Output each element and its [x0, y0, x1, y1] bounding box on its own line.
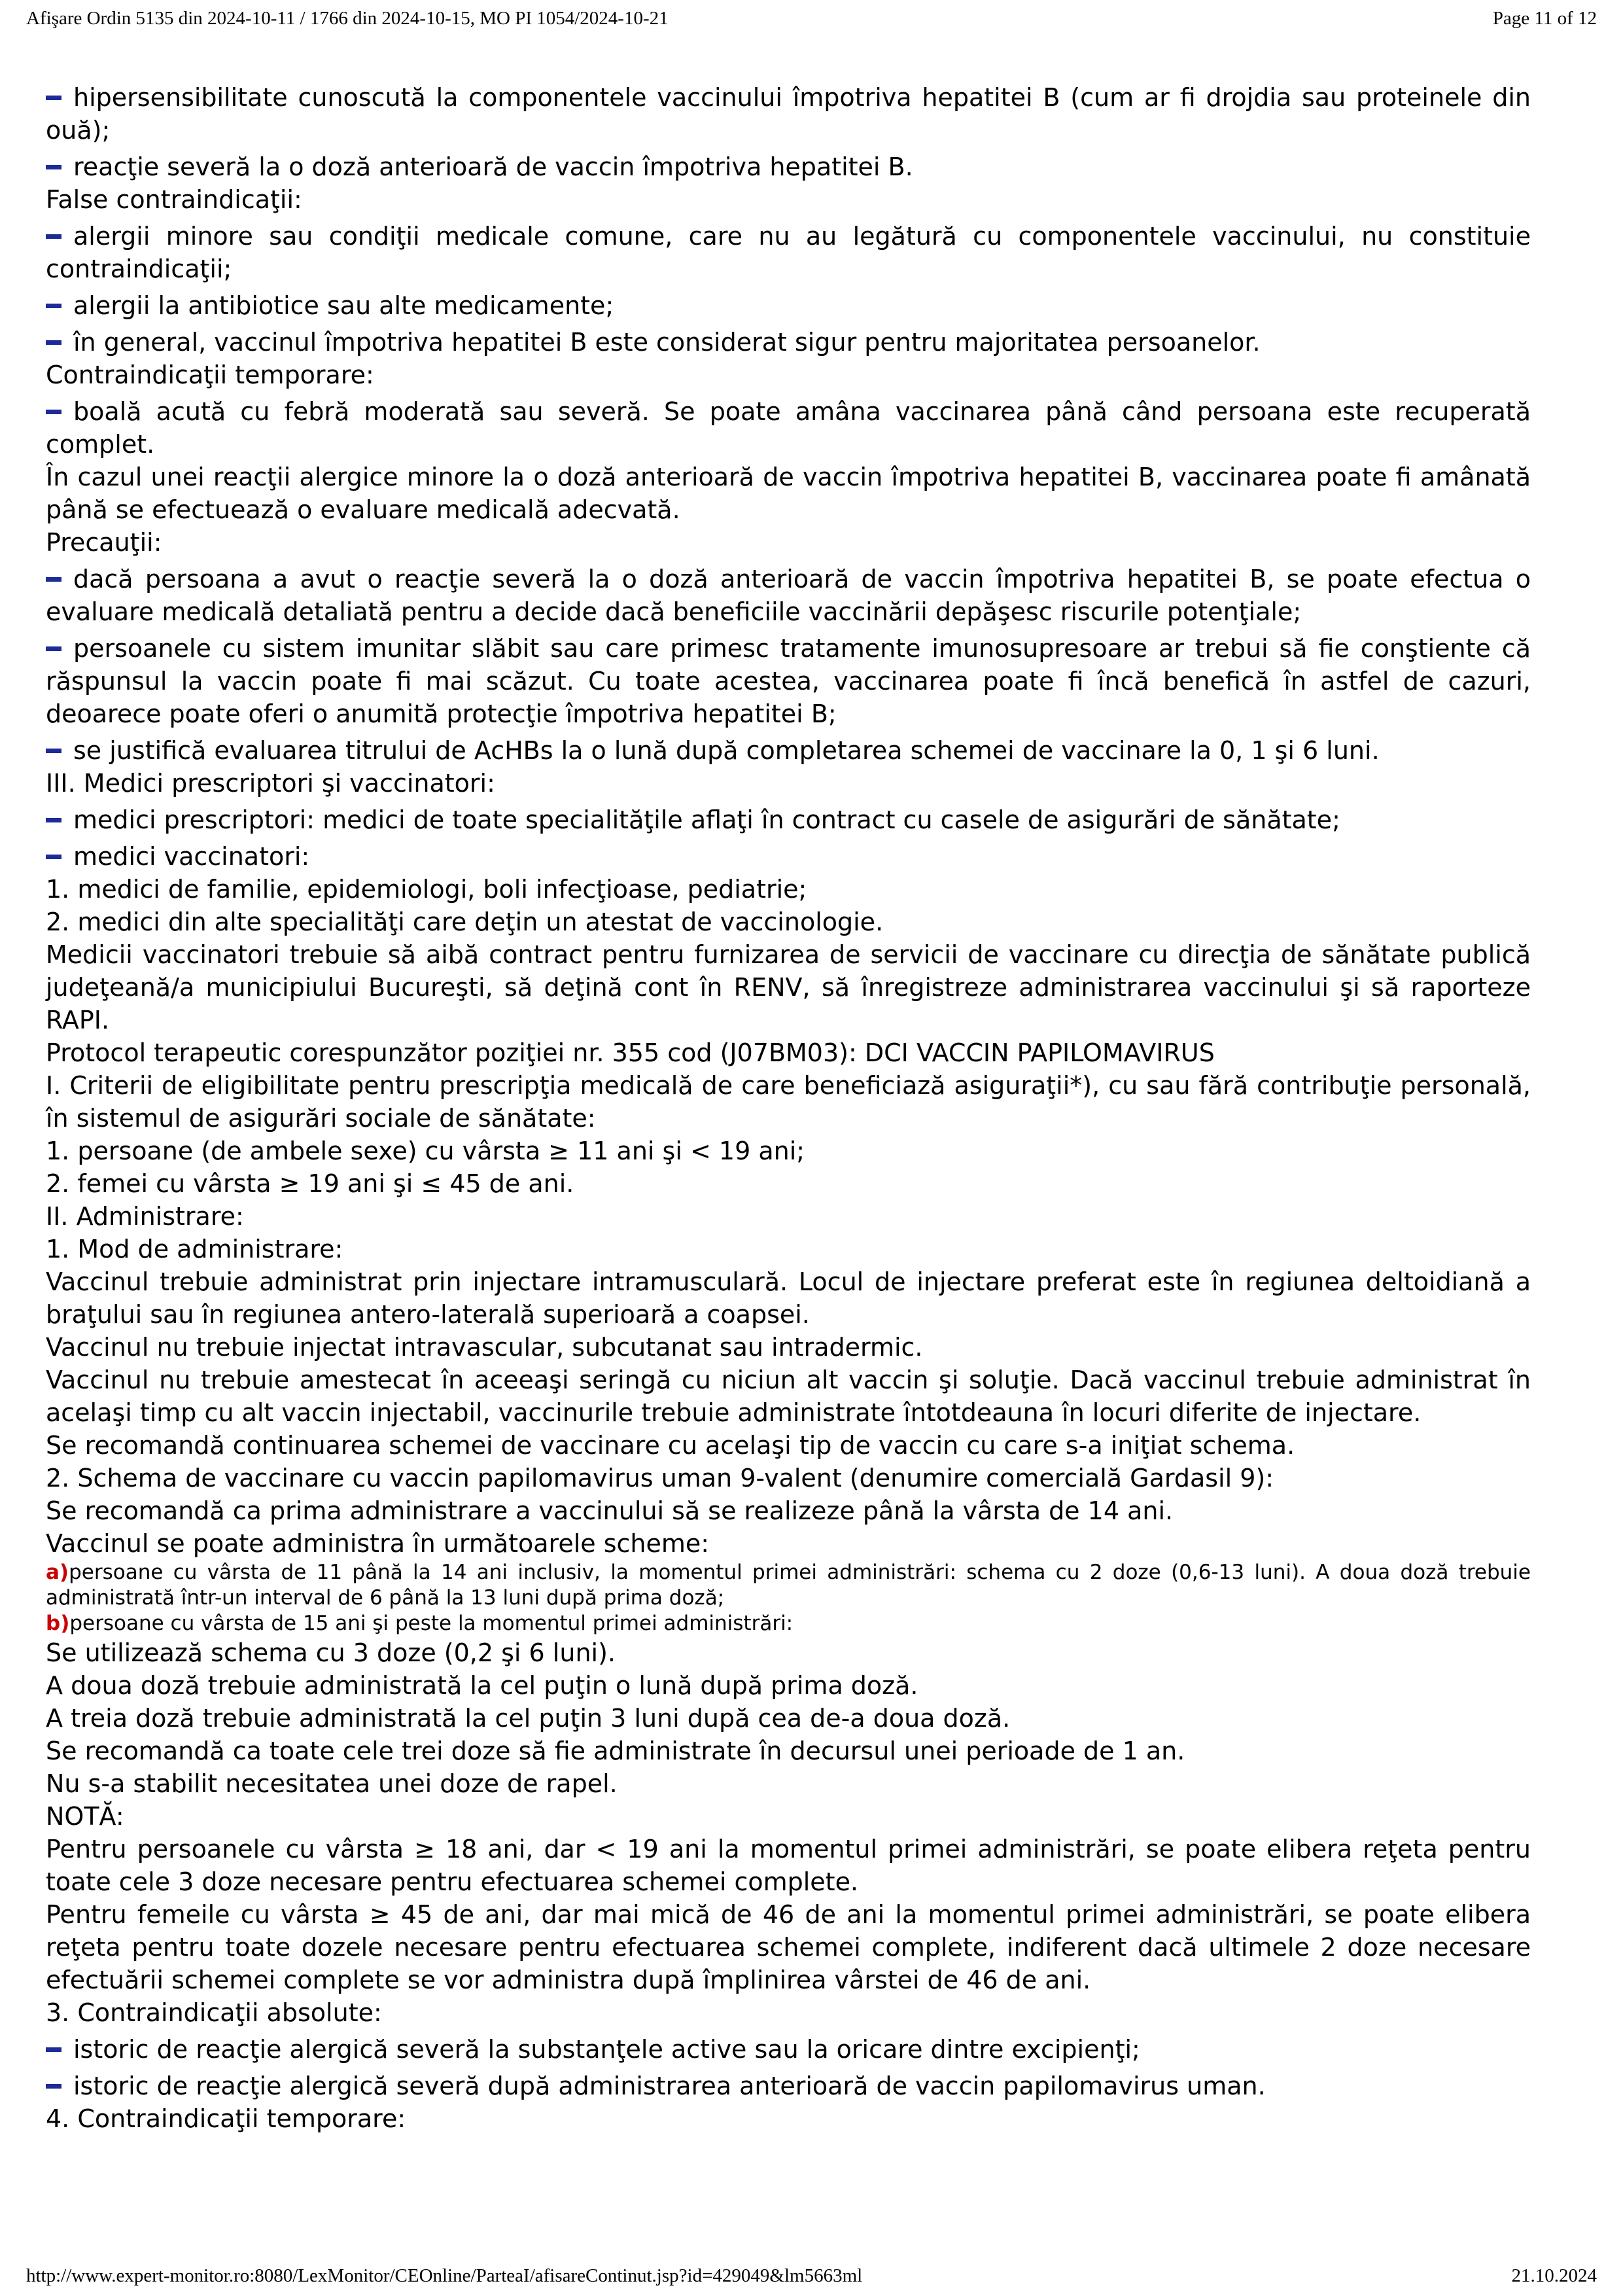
footer-date: 21.10.2024 [1511, 2265, 1597, 2286]
dash-bullet-icon [46, 410, 61, 414]
lettered-item-text: persoane cu vârsta de 11 până la 14 ani inclusiv, la momentul primei administrări: schema cu 2 doze (0,6-13 luni). A doua doză trebuie administrată într-un interval de 6 până la 13 luni după prima doză; [46, 1561, 1531, 1610]
paragraph: Nu s-a stabilit necesitatea unei doze de rapel. [46, 1769, 618, 1798]
paragraph: Contraindicaţii temporare: [46, 361, 374, 389]
dash-bullet-icon [46, 2084, 61, 2089]
dash-bullet-icon [46, 577, 61, 582]
dash-bullet-icon [46, 2047, 61, 2052]
paragraph: 1. persoane (de ambele sexe) cu vârsta ≥ 11 ani şi < 19 ani; [46, 1137, 805, 1165]
paragraph: 1. medici de familie, epidemiologi, boli infecţioase, pediatrie; [46, 875, 807, 904]
paragraph: A doua doză trebuie administrată la cel puţin o lună după prima doză. [46, 1671, 918, 1700]
bullet-item [46, 2070, 1531, 2102]
bullet-text: dacă persoana a avut o reacţie severă la o doză anterioară de vaccin împotriva hepatitei B, se poate efectua o evaluare medicală detaliată pentru a decide dacă beneficiile vaccinării depăşesc riscurile potenţiale; [46, 565, 1531, 626]
paragraph: Pentru persoanele cu vârsta ≥ 18 ani, dar < 19 ani la momentul primei administrări, se poate elibera reţeta pentru toate cele 3 doze necesare pentru efectuarea schemei complete. [46, 1835, 1531, 1896]
paragraph: Se recomandă continuarea schemei de vaccinare cu acelaşi tip de vaccin cu care s-a iniţiat schema. [46, 1431, 1295, 1460]
bullet-item [46, 734, 1531, 767]
dash-bullet-icon [46, 340, 61, 345]
bullet-text: alergii la antibiotice sau alte medicamente; [73, 291, 614, 320]
paragraph: Pentru femeile cu vârsta ≥ 45 de ani, dar mai mică de 46 de ani la momentul primei administrări, se poate elibera reţeta pentru toate dozele necesare pentru efectuarea schemei complete, indiferent dacă ultimele 2 doze necesare efectuării schemei complete se vor administra după împlinirea vârstei de 46 de ani. [46, 1900, 1531, 1994]
page-number: Page 11 of 12 [1492, 8, 1597, 29]
bullet-item [46, 289, 1531, 322]
bullet-text: medici vaccinatori: [73, 842, 310, 871]
lettered-item [46, 1560, 1531, 1611]
page-header-title: Afişare Ordin 5135 din 2024-10-11 / 1766 din 2024-10-15, MO PI 1054/2024-10-21 [26, 8, 669, 29]
paragraph: 1. Mod de administrare: [46, 1235, 343, 1263]
paragraph: Precauţii: [46, 528, 162, 557]
paragraph: Vaccinul se poate administra în următoarele scheme: [46, 1529, 710, 1558]
paragraph: Protocol terapeutic corespunzător poziţiei nr. 355 cod (J07BM03): DCI VACCIN PAPILOMAVIRUS [46, 1038, 1215, 1067]
bullet-text: reacţie severă la o doză anterioară de vaccin împotriva hepatitei B. [73, 152, 913, 181]
item-letter: a) [46, 1561, 69, 1584]
paragraph: 2. medici din alte specialităţi care deţin un atestat de vaccinologie. [46, 908, 884, 936]
paragraph: 2. Schema de vaccinare cu vaccin papilomavirus uman 9-valent (denumire comercială Gardasil 9): [46, 1464, 1274, 1492]
bullet-item [46, 804, 1531, 836]
bullet-item [46, 220, 1531, 285]
bullet-text: alergii minore sau condiţii medicale comune, care nu au legătură cu componentele vaccinului, nu constituie contraindicaţii; [46, 222, 1531, 283]
paragraph: În cazul unei reacţii alergice minore la o doză anterioară de vaccin împotriva hepatitei B, vaccinarea poate fi amânată până se efectuează o evaluare medicală adecvată. [46, 463, 1531, 524]
bullet-item [46, 840, 1531, 873]
dash-bullet-icon [46, 749, 61, 753]
bullet-text: în general, vaccinul împotriva hepatitei B este considerat sigur pentru majoritatea persoanelor. [73, 328, 1261, 357]
dash-bullet-icon [46, 818, 61, 822]
paragraph: III. Medici prescriptori şi vaccinatori: [46, 769, 495, 798]
document-body [46, 77, 1531, 2135]
footer-url[interactable]: http://www.expert-monitor.ro:8080/LexMonitor/CEOnline/ParteaI/afisareContinut.jsp?id=429049&lm5663ml [26, 2265, 863, 2286]
paragraph: Vaccinul trebuie administrat prin injectare intramusculară. Locul de injectare preferat este în regiunea deltoidiană a braţului sau în regiunea antero-laterală superioară a coapsei. [46, 1267, 1531, 1329]
bullet-text: istoric de reacţie alergică severă la substanţele active sau la oricare dintre excipienţi; [73, 2035, 1140, 2064]
paragraph: Se utilizează schema cu 3 doze (0,2 şi 6 luni). [46, 1638, 616, 1667]
paragraph: NOTĂ: [46, 1802, 124, 1831]
paragraph: 3. Contraindicaţii absolute: [46, 1998, 382, 2027]
bullet-item [46, 2033, 1531, 2066]
bullet-item [46, 395, 1531, 461]
paragraph: Se recomandă ca toate cele trei doze să fie administrate în decursul unei perioade de 1 an. [46, 1737, 1185, 1765]
bullet-item [46, 326, 1531, 359]
paragraph: Vaccinul nu trebuie injectat intravascular, subcutanat sau intradermic. [46, 1333, 923, 1362]
dash-bullet-icon [46, 165, 61, 169]
bullet-text: hipersensibilitate cunoscută la componentele vaccinului împotriva hepatitei B (cum ar fi drojdia sau proteinele din ouă); [46, 83, 1531, 145]
dash-bullet-icon [46, 234, 61, 239]
bullet-text: boală acută cu febră moderată sau severă. Se poate amâna vaccinarea până când persoana este recuperată complet. [46, 397, 1531, 459]
dash-bullet-icon [46, 304, 61, 308]
bullet-item [46, 563, 1531, 628]
bullet-item [46, 81, 1531, 147]
bullet-item [46, 150, 1531, 183]
lettered-item-text: persoane cu vârsta de 15 ani şi peste la momentul primei administrări: [69, 1612, 794, 1635]
item-letter: b) [46, 1612, 70, 1635]
bullet-text: persoanele cu sistem imunitar slăbit sau care primesc tratamente imunosupresoare ar trebui să fie conştiente că răspunsul la vaccin poate fi mai scăzut. Cu toate acestea, vaccinarea poate fi încă benefică în astfel de cazuri, deoarece poate oferi o anumită protecţie împotriva hepatitei B; [46, 634, 1531, 728]
bullet-text: medici prescriptori: medici de toate specialităţile aflaţi în contract cu casele de asigurări de sănătate; [73, 805, 1340, 834]
paragraph: II. Administrare: [46, 1202, 244, 1231]
paragraph: Se recomandă ca prima administrare a vaccinului să se realizeze până la vârsta de 14 ani. [46, 1496, 1174, 1525]
bullet-text: se justifică evaluarea titrului de AcHBs la o lună după completarea schemei de vaccinare la 0, 1 şi 6 luni. [73, 736, 1380, 765]
lettered-item [46, 1611, 1531, 1636]
paragraph: I. Criterii de eligibilitate pentru prescripţia medicală de care beneficiază asiguraţii*), cu sau fără contribuţie personală, în sistemul de asigurări sociale de sănătate: [46, 1071, 1531, 1133]
dash-bullet-icon [46, 646, 61, 651]
paragraph: False contraindicaţii: [46, 185, 302, 214]
bullet-item [46, 632, 1531, 730]
dash-bullet-icon [46, 855, 61, 859]
bullet-text: istoric de reacţie alergică severă după administrarea anterioară de vaccin papilomavirus uman. [73, 2072, 1266, 2100]
paragraph: Vaccinul nu trebuie amestecat în aceeaşi seringă cu niciun alt vaccin şi soluţie. Dacă vaccinul trebuie administrat în acelaşi timp cu alt vaccin injectabil, vaccinurile trebuie administrate întotdeauna în locuri diferite de injectare. [46, 1366, 1531, 1427]
paragraph: 4. Contraindicaţii temporare: [46, 2104, 406, 2133]
paragraph: Medicii vaccinatori trebuie să aibă contract pentru furnizarea de servicii de vaccinare cu direcţia de sănătate publică judeţeană/a municipiului Bucureşti, să deţină cont în RENV, să înregistreze administrarea vaccinului şi să raporteze RAPI. [46, 940, 1531, 1034]
paragraph: 2. femei cu vârsta ≥ 19 ani şi ≤ 45 de ani. [46, 1169, 574, 1198]
paragraph: A treia doză trebuie administrată la cel puţin 3 luni după cea de-a doua doză. [46, 1704, 1011, 1733]
dash-bullet-icon [46, 96, 61, 100]
